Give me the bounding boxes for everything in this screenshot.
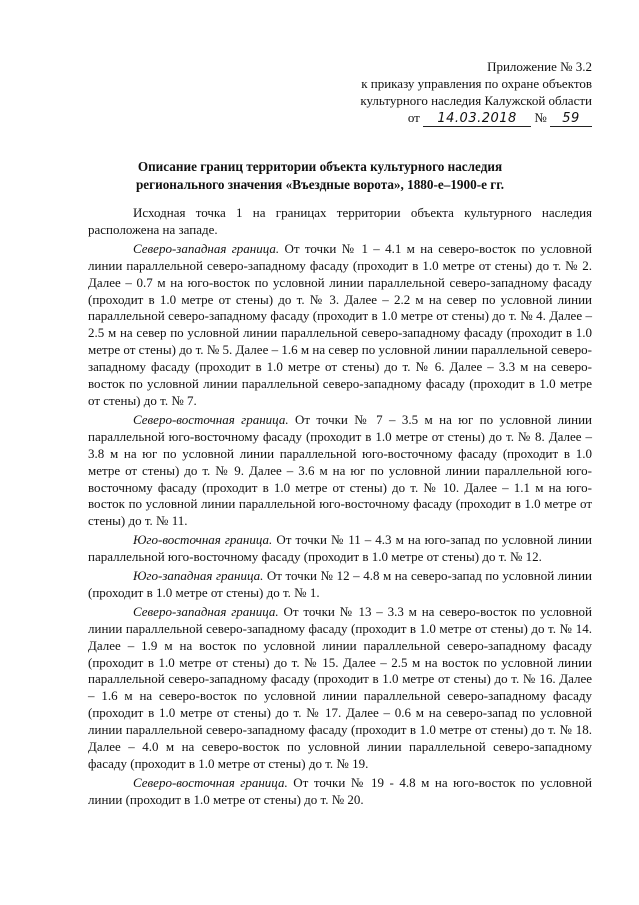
paragraph [88, 604, 592, 773]
boundary-label: Юго-восточная граница. [133, 532, 273, 548]
paragraph-text: От точки № 7 – 3.5 м на юг по условной линии параллельной юго-восточному фасаду (проходит в 1.0 метре от стены) до т. № 8. Далее – 3.8 м на юг по условной линии параллельной юго-восточному фасаду (проходит в 1.0 метре от стены) до т. № 9. Далее – 3.6 м на юг по условной линии параллельной юго-восточному фасаду (проходит в 1.0 метре от стены) до т. № 10. Далее – 1.1 м на юго-восток по условной линии параллельной юго-восточному фасаду (проходит в 1.0 метре от стены) до т. № 11. [88, 411, 592, 529]
title-line-2: регионального значения «Въездные ворота», 1880-е–1900-е гг. [135, 177, 505, 192]
order-reference: к приказу управления по охране объектов [361, 76, 592, 91]
appendix-header [272, 58, 592, 127]
paragraph [88, 241, 592, 410]
boundary-label: Юго-западная граница. [133, 568, 264, 584]
paragraph [88, 205, 592, 239]
paragraph-text: От точки № 12 – 4.8 м на северо-запад по условной линии (проходит в 1.0 метре от стены) до т. № 1. [88, 568, 592, 600]
boundary-label: Северо-восточная граница. [133, 774, 288, 790]
boundary-label: Северо-восточная граница. [133, 411, 289, 427]
document-body [88, 205, 592, 811]
paragraph-text: От точки № 11 – 4.3 м на юго-запад по условной линии параллельной юго-восточному фасаду (проходит в 1.0 метре от стены) до т. № 12. [88, 532, 592, 565]
from-label: от [407, 110, 420, 125]
order-date-line [272, 109, 592, 127]
boundary-label: Северо-западная граница. [133, 240, 280, 256]
document-title [60, 158, 580, 194]
paragraph [88, 775, 592, 809]
paragraph [88, 568, 592, 602]
handwritten-date: 14.03.2018 [423, 112, 531, 127]
paragraph-text: От точки № 1 – 4.1 м на северо-восток по условной линии параллельной северо-западному фасаду (проходит в 1.0 метре от стены) до т. № 2. Далее – 0.7 м на юго-восток по условной линии параллельной северо-западному фасаду (проходит в 1.0 метре от стены) до т. № 3. Далее – 2.2 м на север по условной линии параллельной северо-западному фасаду (проходит в 1.0 метре от стены) до т. № 4. Далее – 2.5 м на север по условной линии параллельной северо-западному фасаду (проходит в 1.0 метре от стены) до т. № 5. Далее – 1.6 м на север по условной линии параллельной северо-западному фасаду (проходит в 1.0 метре от стены) до т. № 6. Далее – 3.3 м на северо-восток по условной линии параллельной северо-западному фасаду (проходит в 1.0 метре от стены) до т. № 7. [88, 240, 592, 408]
handwritten-number: 59 [550, 112, 592, 127]
boundary-label: Северо-западная граница. [133, 603, 279, 619]
paragraph [88, 532, 592, 566]
appendix-number: Приложение № 3.2 [487, 59, 592, 74]
title-line-1: Описание границ территории объекта культурного наследия [137, 159, 503, 174]
paragraph-text: От точки № 13 – 3.3 м на северо-восток по условной линии параллельной северо-западному фасаду (проходит в 1.0 метре от стены) до т. № 14. Далее – 1.9 м на восток по условной линии параллельной северо-западному фасаду (проходит в 1.0 метре от стены) до т. № 15. Далее – 2.5 м на восток по условной линии параллельной северо-западному фасаду (проходит в 1.0 метре от стены) до т. № 16. Далее – 1.6 м на северо-восток по условной линии параллельной северо-западному фасаду (проходит в 1.0 метре от стены) до т. № 17. Далее – 0.6 м на северо-запад по условной линии параллельной северо-западному фасаду (проходит в 1.0 метре от стены) до т. № 18. Далее – 4.0 м на северо-восток по условной линии параллельной северо-западному фасаду (проходит в 1.0 метре от стены) до т. № 19. [88, 603, 592, 771]
paragraph-text: От точки № 19 - 4.8 м на юго-восток по условной линии (проходит в 1.0 метре от стены) до т. № 20. [88, 774, 592, 807]
authority-name: культурного наследия Калужской области [360, 93, 592, 108]
paragraph [88, 412, 592, 530]
paragraph-text: Исходная точка 1 на границах территории объекта культурного наследия расположена на западе. [88, 205, 592, 237]
number-label: № [534, 110, 547, 125]
